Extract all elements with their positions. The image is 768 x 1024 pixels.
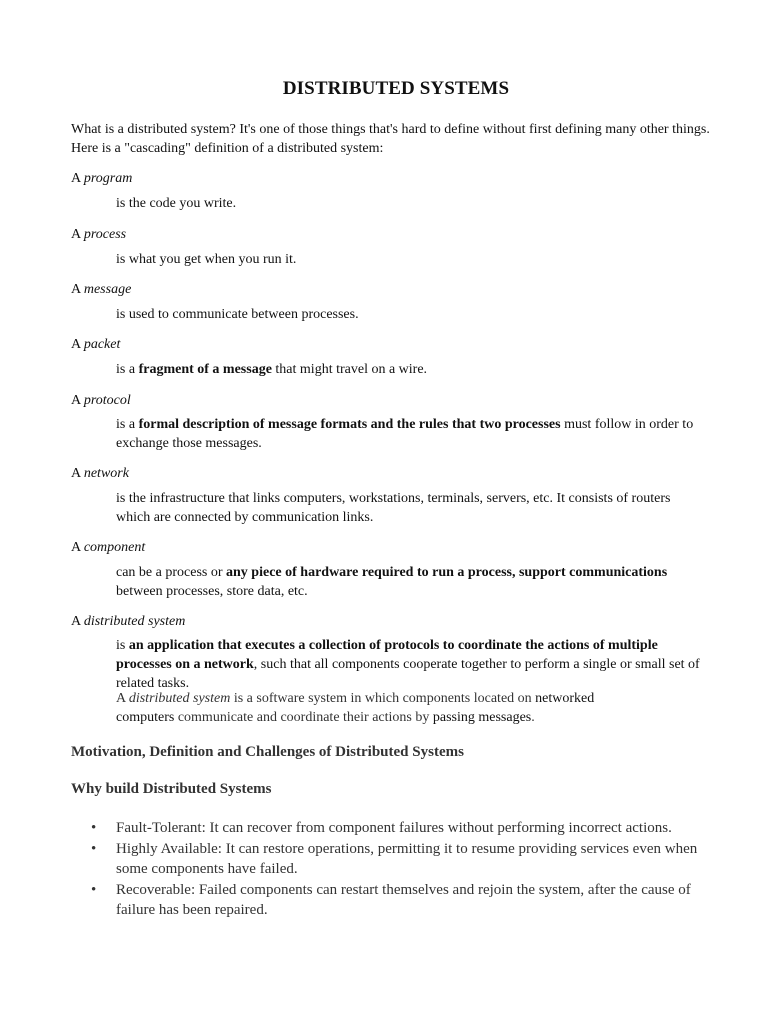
- definition-component: [116, 563, 716, 601]
- intro-line-1: What is a distributed system? It's one of those things that's hard to define without first defining many other things.: [71, 122, 710, 137]
- list-item-text: Recoverable: Failed components can restart themselves and rejoin the system, after the cause of failure has been repaired.: [116, 881, 691, 918]
- term-label: network: [83, 466, 129, 481]
- definition-text: that might travel on a wire.: [271, 362, 428, 377]
- list-item: [71, 818, 711, 839]
- heading-why-build: Why build Distributed Systems: [71, 781, 272, 797]
- definition-packet: [116, 360, 716, 379]
- term-component: [71, 538, 145, 557]
- definition-text: is the code you write.: [116, 196, 237, 211]
- definition-distributed-system: [116, 636, 716, 693]
- definition-emphasis: fragment of a message: [138, 362, 272, 377]
- list-item: [71, 880, 711, 921]
- term-network: [71, 464, 129, 483]
- term-label: distributed system: [83, 614, 186, 629]
- intro-line-2: Here is a "cascading" definition of a distributed system:: [71, 141, 384, 156]
- definition-network: [116, 489, 708, 527]
- note-text: .: [531, 710, 535, 725]
- term-label: program: [83, 171, 133, 186]
- term-program: [71, 169, 132, 188]
- note-term: distributed system: [128, 691, 231, 706]
- bullet-icon: •: [91, 840, 97, 857]
- term-label: message: [83, 282, 132, 297]
- note-text: is a software system in which components located on: [230, 691, 536, 706]
- note-link-networked[interactable]: networked: [535, 691, 595, 706]
- definition-text: is the infrastructure that links computers, workstations, terminals, servers, etc. It consists of routers which are connected by communication links.: [116, 491, 671, 525]
- term-article: A: [71, 540, 81, 555]
- definition-text: must follow in order to exchange those messages.: [116, 417, 694, 451]
- term-article: A: [71, 614, 81, 629]
- term-message: [71, 280, 131, 299]
- distributed-system-note: [116, 689, 596, 727]
- definition-process: [116, 250, 716, 269]
- definition-message: [116, 305, 716, 324]
- note-link-passing-messages[interactable]: passing messages: [432, 710, 532, 725]
- term-distributed-system: [71, 612, 185, 631]
- definition-text: is: [116, 638, 129, 653]
- term-label: packet: [83, 337, 121, 352]
- heading-motivation: Motivation, Definition and Challenges of Distributed Systems: [71, 744, 464, 760]
- bullet-icon: •: [91, 820, 97, 836]
- term-label: protocol: [83, 393, 131, 408]
- page-title: DISTRIBUTED SYSTEMS: [282, 78, 510, 99]
- definition-text: can be a process or: [116, 565, 227, 580]
- bullet-icon: •: [91, 881, 97, 898]
- definition-protocol: [116, 415, 696, 453]
- term-packet: [71, 335, 120, 354]
- note-text: A: [116, 691, 129, 706]
- definition-text: is what you get when you run it.: [116, 252, 297, 267]
- definition-emphasis: formal description of message formats and the rules that two processes: [138, 417, 561, 432]
- term-article: A: [71, 337, 81, 352]
- term-label: process: [83, 227, 127, 242]
- note-link-computers[interactable]: computers: [116, 710, 175, 725]
- term-article: A: [71, 171, 81, 186]
- definition-emphasis: an application that executes a collection of protocols to coordinate the actions of multiple processes on a network: [116, 638, 658, 672]
- term-article: A: [71, 282, 81, 297]
- intro-paragraph: [71, 120, 721, 158]
- term-article: A: [71, 227, 81, 242]
- list-item: [71, 839, 711, 880]
- definition-text: is a: [116, 362, 139, 377]
- definition-text: between processes, store data, etc.: [116, 584, 308, 599]
- definition-text: , such that all components cooperate together to perform a single or small set of related tasks.: [116, 657, 700, 691]
- definition-text: is a: [116, 417, 139, 432]
- definition-text: is used to communicate between processes.: [116, 307, 359, 322]
- benefits-list: [71, 818, 711, 921]
- list-item-text: Fault-Tolerant: It can recover from component failures without performing incorrect actions.: [116, 820, 672, 836]
- term-protocol: [71, 391, 131, 410]
- definition-emphasis: any piece of hardware required to run a process, support communications: [226, 565, 668, 580]
- term-article: A: [71, 466, 81, 481]
- term-label: component: [83, 540, 146, 555]
- term-article: A: [71, 393, 81, 408]
- term-process: [71, 225, 126, 244]
- note-text: communicate and coordinate their actions by: [174, 710, 433, 725]
- definition-program: [116, 194, 716, 213]
- list-item-text: Highly Available: It can restore operations, permitting it to resume providing services even when some components have failed.: [116, 840, 698, 877]
